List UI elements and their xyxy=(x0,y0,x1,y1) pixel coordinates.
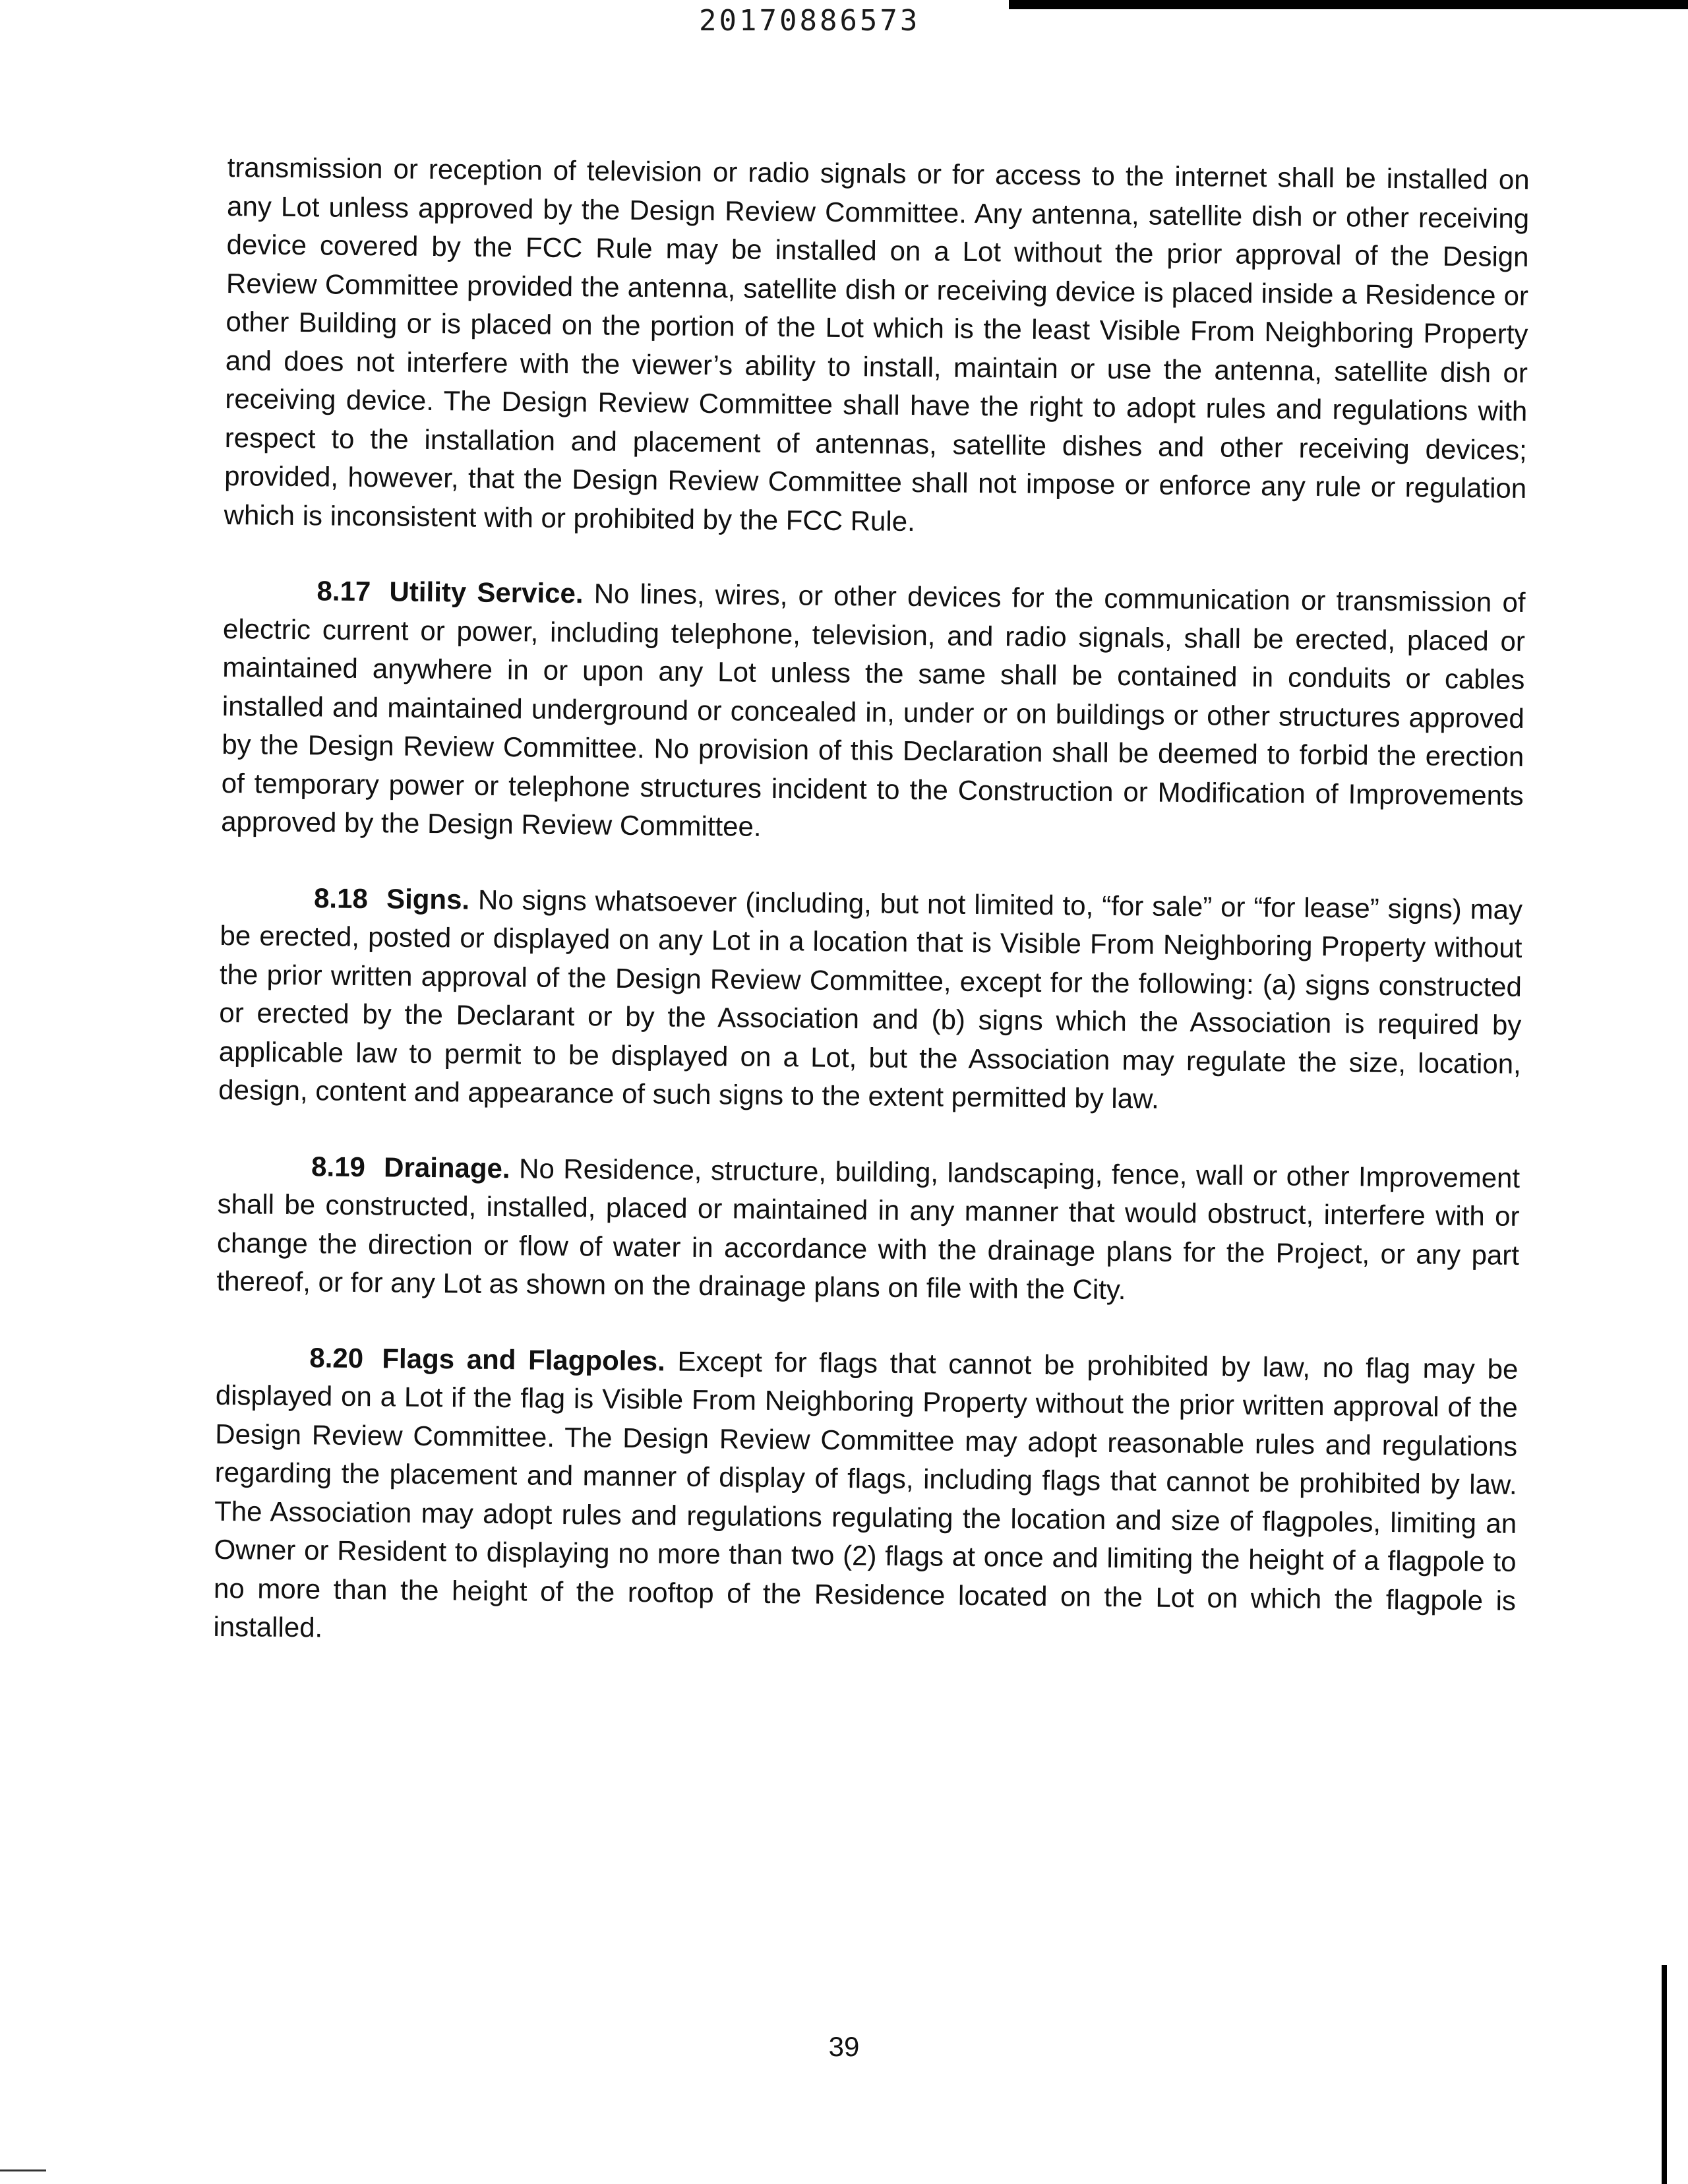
section-heading: Flags and Flagpoles. xyxy=(382,1342,666,1376)
section-heading: Drainage. xyxy=(383,1151,510,1184)
section-number: 8.18 xyxy=(313,882,369,914)
paragraph-continuation: transmission or reception of television or radio signals or for access to the internet shall be installed on any Lot unless approved by the Design Review Committee. Any antenna, satellite dish or other receiving device covered by the FCC Rule may be installed on a Lot without the prior approval of the Design Review Committee provided the antenna, satellite dish or receiving device is placed inside a Residence or other Building or is placed on the portion of the Lot which is the least Visible From Neighboring Property and does not interfere with the viewer’s ability to install, maintain or use the antenna, satellite dish or receiving device. The Design Review Committee shall have the right to adopt rules and regulations with respect to the installation and placement of antennas, satellite dishes and other receiving devices; provided, however, that the Design Review Committee shall not impose or enforce any rule or regulation which is inconsistent with or prohibited by the FCC Rule. xyxy=(224,151,1530,537)
top-scan-rule xyxy=(1009,0,1688,9)
section-8-17 xyxy=(221,571,1526,853)
section-text: Except for flags that cannot be prohibited by law, no flag may be displayed on a Lot if the flag is Visible From Neighboring Property without the prior written approval of the Design Review Committee. The Design Review Committee may adopt reasonable rules and regulations regarding the placement and manner of display of flags, including flags that cannot be prohibited by law. The Association may adopt rules and regulations regulating the location and size of flagpoles, limiting an Owner or Resident to displaying no more than two (2) flags at once and limiting the height of a flagpole to no more than the height of the rooftop of the Residence located on the Lot on which the flagpole is installed. xyxy=(213,1345,1519,1643)
page-number: 39 xyxy=(828,2031,860,2062)
section-heading: Utility Service. xyxy=(389,576,584,609)
section-8-18 xyxy=(218,878,1522,1122)
document-number: 20170886573 xyxy=(699,4,920,38)
indent xyxy=(223,599,316,600)
indent xyxy=(220,906,314,907)
section-8-20 xyxy=(213,1337,1518,1658)
section-number: 8.20 xyxy=(309,1341,364,1374)
bottom-scan-rule xyxy=(0,2169,46,2171)
section-text: No signs whatsoever (including, but not limited to, “for sale” or “for lease” signs) may be erected, posted or displayed on any Lot in a location that is Visible From Neighboring Property without the prior written approval of the Design Review Committee, except for the following: (a) signs constructed or erected by the Declarant or by the Association and (b) signs which the Association is required by applicable law to permit to be displayed on a Lot, but the Association may regulate the size, location, design, content and appearance of such signs to the extent permitted by law. xyxy=(218,884,1523,1114)
indent xyxy=(218,1174,311,1175)
section-8-19 xyxy=(216,1146,1520,1313)
section-heading: Signs. xyxy=(386,882,470,915)
section-number: 8.17 xyxy=(316,575,371,607)
right-scan-edge xyxy=(1662,1965,1667,2184)
section-number: 8.19 xyxy=(311,1150,366,1182)
document-body xyxy=(213,148,1530,1695)
section-text: No Residence, structure, building, landscaping, fence, wall or other Improvement shall be constructed, installed, placed or maintained in any manner that would obstruct, interfere with or change the direction or flow of water in accordance with the drainage plans for the Project, or any part thereof, or for any Lot as shown on the drainage plans on file with the City. xyxy=(216,1152,1521,1306)
section-text: No lines, wires, or other devices for the communication or transmission of electric current or power, including telephone, television, and radio signals, shall be erected, placed or maintained anywhere in or upon any Lot unless the same shall be contained in conduits or cables installed and maintained underground or concealed in, under or on buildings or other structures approved by the Design Review Committee. No provision of this Declaration shall be deemed to forbid the erection of temporary power or telephone structures incident to the Construction or Modification of Improvements approved by the Design Review Committee. xyxy=(220,578,1526,842)
